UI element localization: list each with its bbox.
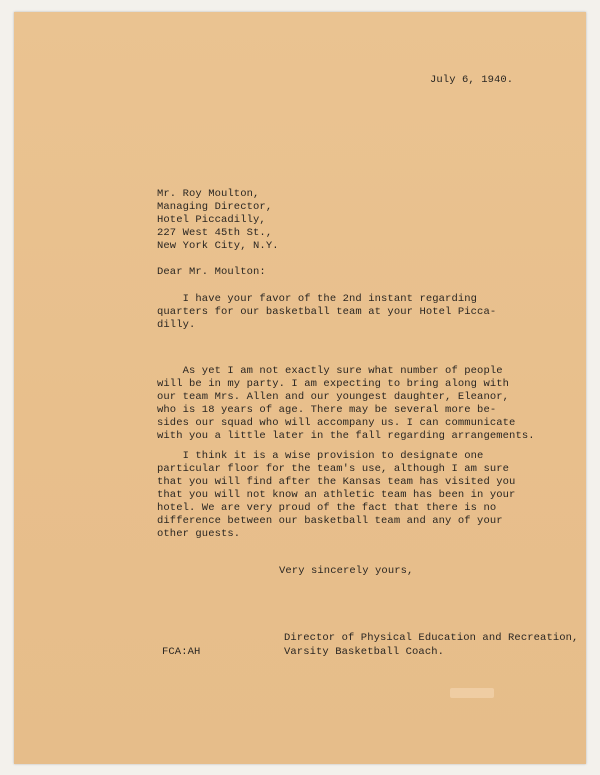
salutation: Dear Mr. Moulton: — [157, 266, 266, 278]
address-line: 227 West 45th St., — [157, 227, 273, 239]
paragraph-line: our team Mrs. Allen and our youngest daughter, Eleanor, — [157, 391, 510, 403]
faded-stamp — [450, 688, 494, 698]
paragraph-line: that you will not know an athletic team has been in your — [157, 489, 516, 501]
address-line: Hotel Piccadilly, — [157, 214, 266, 226]
paragraph-3 — [157, 450, 515, 541]
address-line: Mr. Roy Moulton, — [157, 188, 260, 200]
paragraph-2 — [157, 365, 535, 443]
paragraph-line: who is 18 years of age. There may be several more be- — [157, 404, 497, 416]
paragraph-line: that you will find after the Kansas team has visited you — [157, 476, 516, 488]
paragraph-line: will be in my party. I am expecting to bring along with — [157, 378, 510, 390]
address-line: Managing Director, — [157, 201, 273, 213]
letter-date: July 6, 1940. — [430, 74, 514, 86]
paragraph-line: As yet I am not exactly sure what number of people — [157, 365, 503, 377]
paragraph-line: I have your favor of the 2nd instant regarding — [157, 293, 478, 305]
paragraph-line: hotel. We are very proud of the fact that there is no — [157, 502, 497, 514]
closing: Very sincerely yours, — [279, 565, 414, 577]
signature-title-line: Director of Physical Education and Recreation, — [284, 632, 579, 644]
typist-initials: FCA:AH — [162, 646, 201, 658]
signature-title-line: Varsity Basketball Coach. — [284, 646, 445, 658]
paragraph-line: dilly. — [157, 319, 196, 331]
paragraph-line: quarters for our basketball team at your Hotel Picca- — [157, 306, 497, 318]
paragraph-line: other guests. — [157, 528, 241, 540]
paragraph-line: I think it is a wise provision to designate one — [157, 450, 484, 462]
letter-page — [14, 12, 586, 764]
paragraph-line: with you a little later in the fall regarding arrangements. — [157, 430, 535, 442]
paragraph-line: difference between our basketball team and any of your — [157, 515, 503, 527]
paragraph-line: sides our squad who will accompany us. I can communicate — [157, 417, 516, 429]
address-line: New York City, N.Y. — [157, 240, 279, 252]
paragraph-1 — [157, 293, 496, 332]
paragraph-line: particular floor for the team's use, although I am sure — [157, 463, 510, 475]
